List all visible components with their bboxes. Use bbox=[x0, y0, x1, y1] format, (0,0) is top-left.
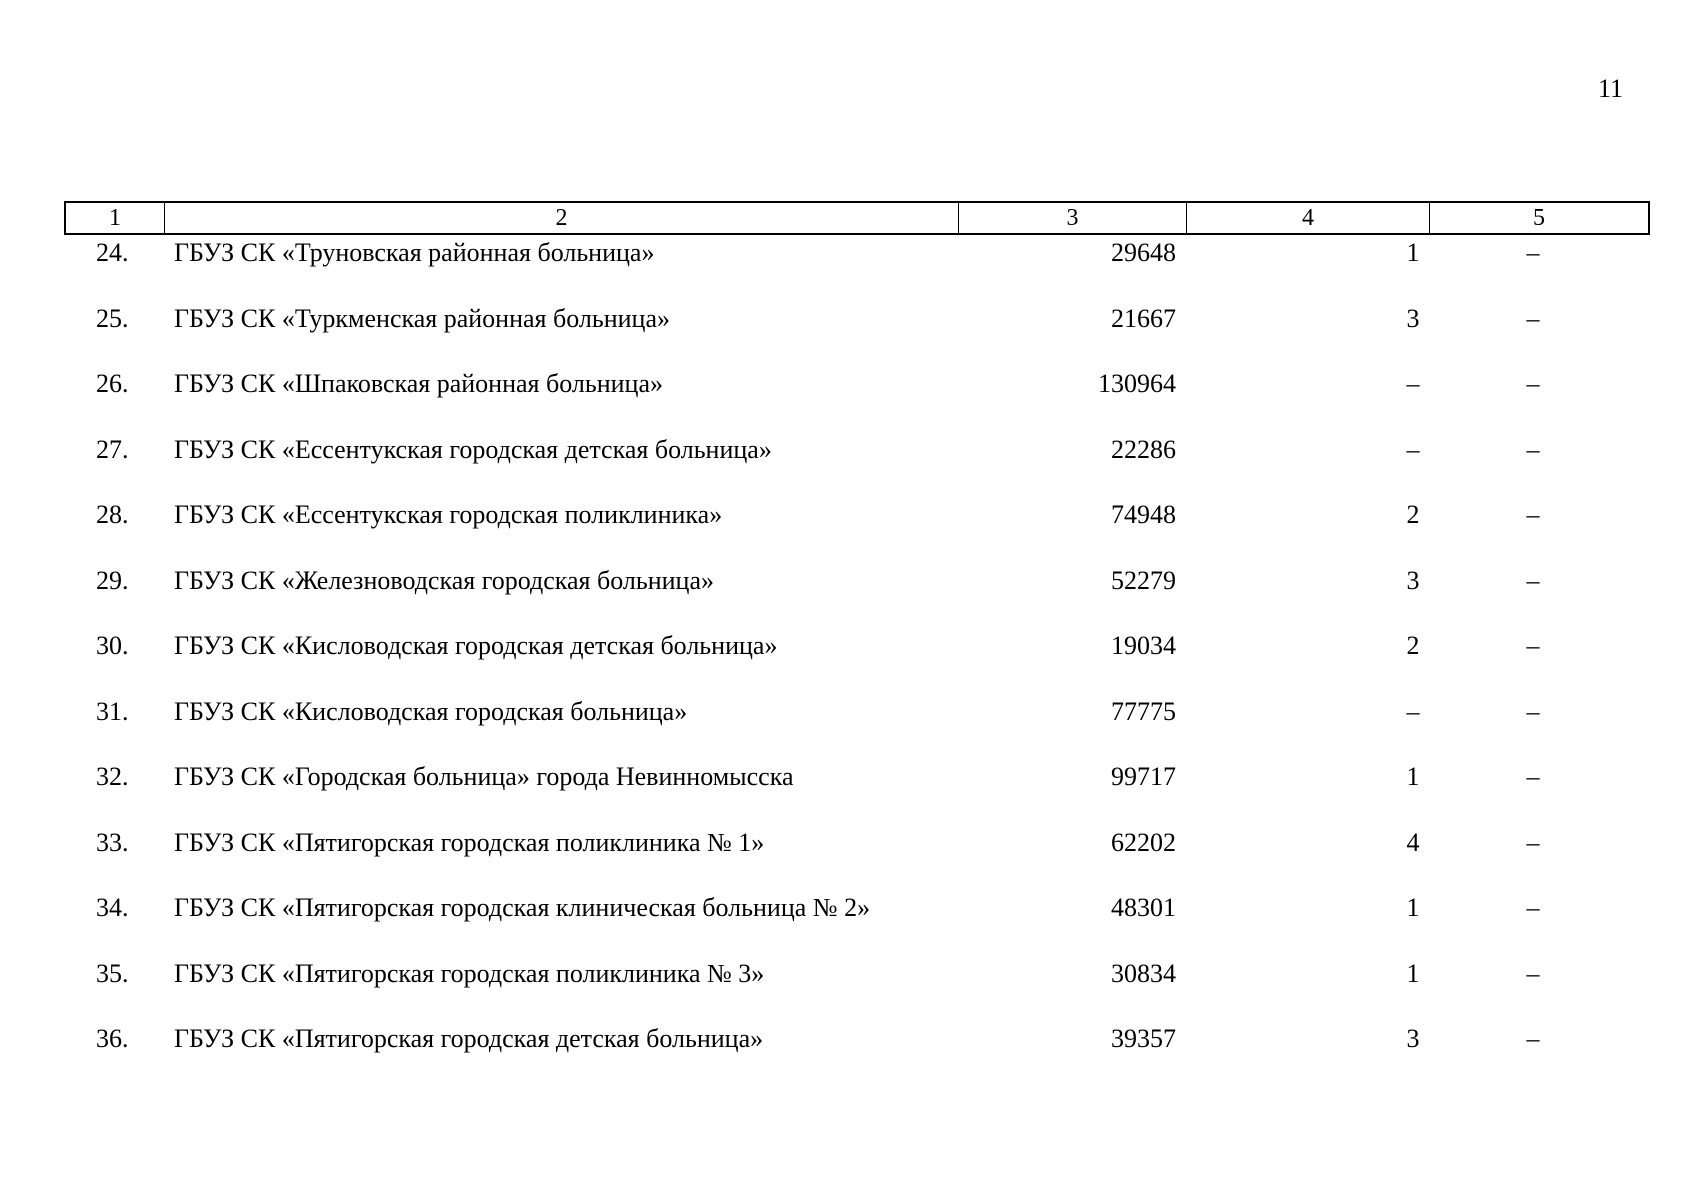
row-number: 30. bbox=[96, 631, 129, 660]
column-number-5: 5 bbox=[1429, 203, 1648, 233]
value-col4: 1 bbox=[1406, 893, 1420, 922]
value-col4: – bbox=[1406, 696, 1420, 726]
value-col5: – bbox=[1526, 238, 1540, 267]
column-number-3: 3 bbox=[958, 203, 1186, 233]
table-row bbox=[0, 1022, 1696, 1088]
row-number: 35. bbox=[96, 958, 129, 988]
value-col3: 21667 bbox=[1111, 303, 1176, 333]
value-col3: 22286 bbox=[1111, 434, 1176, 464]
row-number: 34. bbox=[96, 893, 129, 922]
page-number: 11 bbox=[1598, 74, 1624, 103]
institution-name: ГБУЗ СК «Железноводская городская больница» bbox=[174, 565, 714, 595]
table-row bbox=[0, 498, 1696, 564]
table-row bbox=[0, 367, 1696, 433]
value-col3: 74948 bbox=[1111, 500, 1176, 529]
institution-name: ГБУЗ СК «Шпаковская районная больница» bbox=[174, 369, 663, 398]
value-col4: 3 bbox=[1406, 303, 1420, 333]
value-col3: 48301 bbox=[1111, 893, 1176, 922]
table-row bbox=[0, 957, 1696, 1023]
value-col3: 62202 bbox=[1111, 827, 1176, 857]
table-row bbox=[0, 695, 1696, 761]
institution-name: ГБУЗ СК «Кисловодская городская больница» bbox=[174, 696, 688, 726]
value-col4: 2 bbox=[1406, 631, 1420, 660]
table-row bbox=[0, 891, 1696, 957]
column-number-2: 2 bbox=[164, 203, 958, 233]
value-col4: – bbox=[1406, 369, 1420, 398]
institution-name: ГБУЗ СК «Труновская районная больница» bbox=[174, 238, 655, 267]
value-col5: – bbox=[1526, 631, 1540, 660]
value-col4: 4 bbox=[1406, 827, 1420, 857]
institution-name: ГБУЗ СК «Ессентукская городская детская больница» bbox=[174, 434, 772, 464]
value-col5: – bbox=[1526, 500, 1540, 529]
row-number: 27. bbox=[96, 434, 129, 464]
institution-name: ГБУЗ СК «Пятигорская городская поликлиника № 1» bbox=[174, 827, 765, 857]
value-col3: 99717 bbox=[1111, 762, 1176, 791]
value-col4: 3 bbox=[1406, 565, 1420, 595]
table-row bbox=[0, 826, 1696, 892]
row-number: 28. bbox=[96, 500, 129, 529]
institution-name: ГБУЗ СК «Пятигорская городская детская больница» bbox=[174, 1024, 764, 1053]
row-number: 26. bbox=[96, 369, 129, 398]
value-col5: – bbox=[1526, 434, 1540, 464]
institution-name: ГБУЗ СК «Пятигорская городская клиническая больница № 2» bbox=[174, 893, 871, 922]
value-col3: 30834 bbox=[1111, 958, 1176, 988]
value-col4: – bbox=[1406, 434, 1420, 464]
value-col5: – bbox=[1526, 762, 1540, 791]
value-col5: – bbox=[1526, 958, 1540, 988]
institution-name: ГБУЗ СК «Пятигорская городская поликлиника № 3» bbox=[174, 958, 765, 988]
value-col3: 130964 bbox=[1098, 369, 1176, 398]
table-row bbox=[0, 564, 1696, 630]
value-col4: 1 bbox=[1406, 958, 1420, 988]
value-col5: – bbox=[1526, 565, 1540, 595]
table-row bbox=[0, 760, 1696, 826]
table-row bbox=[0, 302, 1696, 368]
row-number: 25. bbox=[96, 303, 129, 333]
value-col3: 52279 bbox=[1111, 565, 1176, 595]
row-number: 32. bbox=[96, 762, 129, 791]
value-col5: – bbox=[1526, 893, 1540, 922]
value-col3: 19034 bbox=[1111, 631, 1176, 660]
value-col5: – bbox=[1526, 696, 1540, 726]
row-number: 36. bbox=[96, 1024, 129, 1053]
value-col3: 29648 bbox=[1111, 238, 1176, 267]
column-number-4: 4 bbox=[1186, 203, 1429, 233]
institution-name: ГБУЗ СК «Туркменская районная больница» bbox=[174, 303, 671, 333]
institution-name: ГБУЗ СК «Городская больница» города Невинномысска bbox=[174, 762, 794, 791]
value-col3: 39357 bbox=[1111, 1024, 1176, 1053]
table-row bbox=[0, 433, 1696, 499]
value-col5: – bbox=[1526, 827, 1540, 857]
institution-name: ГБУЗ СК «Ессентукская городская поликлиника» bbox=[174, 500, 723, 529]
row-number: 24. bbox=[96, 238, 129, 267]
row-number: 33. bbox=[96, 827, 129, 857]
row-number: 29. bbox=[96, 565, 129, 595]
institution-name: ГБУЗ СК «Кисловодская городская детская больница» bbox=[174, 631, 778, 660]
value-col5: – bbox=[1526, 369, 1540, 398]
value-col4: 2 bbox=[1406, 500, 1420, 529]
table-column-number-header bbox=[64, 201, 1650, 235]
value-col4: 1 bbox=[1406, 238, 1420, 267]
table-row bbox=[0, 236, 1696, 302]
row-number: 31. bbox=[96, 696, 129, 726]
value-col5: – bbox=[1526, 303, 1540, 333]
table-body bbox=[0, 236, 1696, 1088]
column-number-1: 1 bbox=[109, 205, 121, 231]
value-col3: 77775 bbox=[1111, 696, 1176, 726]
value-col4: 1 bbox=[1406, 762, 1420, 791]
table-row bbox=[0, 629, 1696, 695]
value-col5: – bbox=[1526, 1024, 1540, 1053]
value-col4: 3 bbox=[1406, 1024, 1420, 1053]
